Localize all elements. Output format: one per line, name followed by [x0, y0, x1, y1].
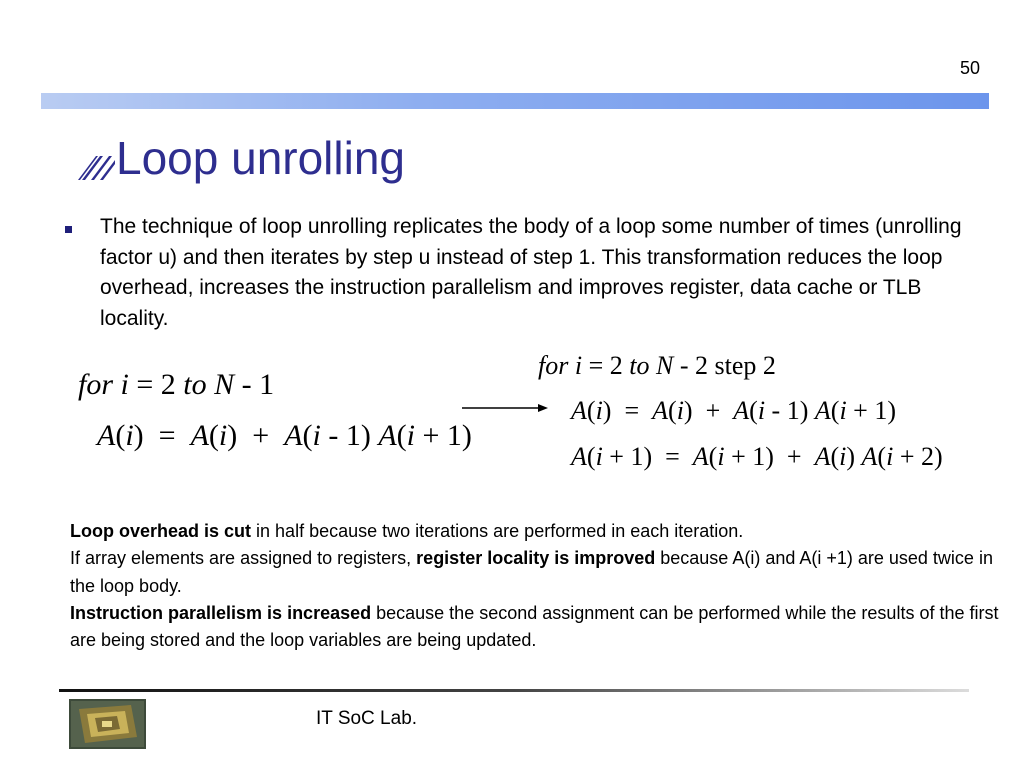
transform-arrow-icon	[460, 400, 550, 416]
right-loop-body-2: A(i + 1) = A(i + 1) + A(i) A(i + 2)	[571, 442, 943, 471]
left-loop-header: for i = 2 to N - 1	[78, 368, 275, 401]
slide-title	[76, 130, 405, 186]
left-loop-body: A(i) = A(i) + A(i - 1) A(i + 1)	[97, 419, 472, 452]
right-loop-header: for i = 2 to N - 2 step 2	[538, 351, 776, 380]
bullet-text: The technique of loop unrolling replicates the body of a loop some number of times (unrolling factor u) and then iterates by step u instead of step 1. This transformation reduces the loop overhead, increases the instruction parallelism and improves register, data cache or TLB locality.	[100, 215, 962, 330]
footer-divider	[59, 689, 969, 692]
notes-block	[70, 518, 1000, 654]
chip-photo-icon	[69, 699, 146, 749]
slash-marks-icon	[76, 142, 116, 182]
note-parallelism: Instruction parallelism is increased because the second assignment can be performed while the results of the first are being stored and the loop variables are being updated.	[70, 602, 999, 651]
note-register-locality: If array elements are assigned to registers, register locality is improved because A(i) and A(i +1) are used twice in the loop body.	[70, 548, 993, 596]
header-bar	[41, 93, 989, 109]
page-number: 50	[959, 58, 980, 78]
bullet-marker	[65, 226, 72, 233]
title-text: Loop unrolling	[116, 132, 406, 184]
right-loop-body-1: A(i) = A(i) + A(i - 1) A(i + 1)	[571, 396, 896, 425]
footer-lab-name: IT SoC Lab.	[316, 708, 418, 729]
note-overhead: Loop overhead is cut in half because two iterations are performed in each iteration.	[70, 521, 744, 541]
